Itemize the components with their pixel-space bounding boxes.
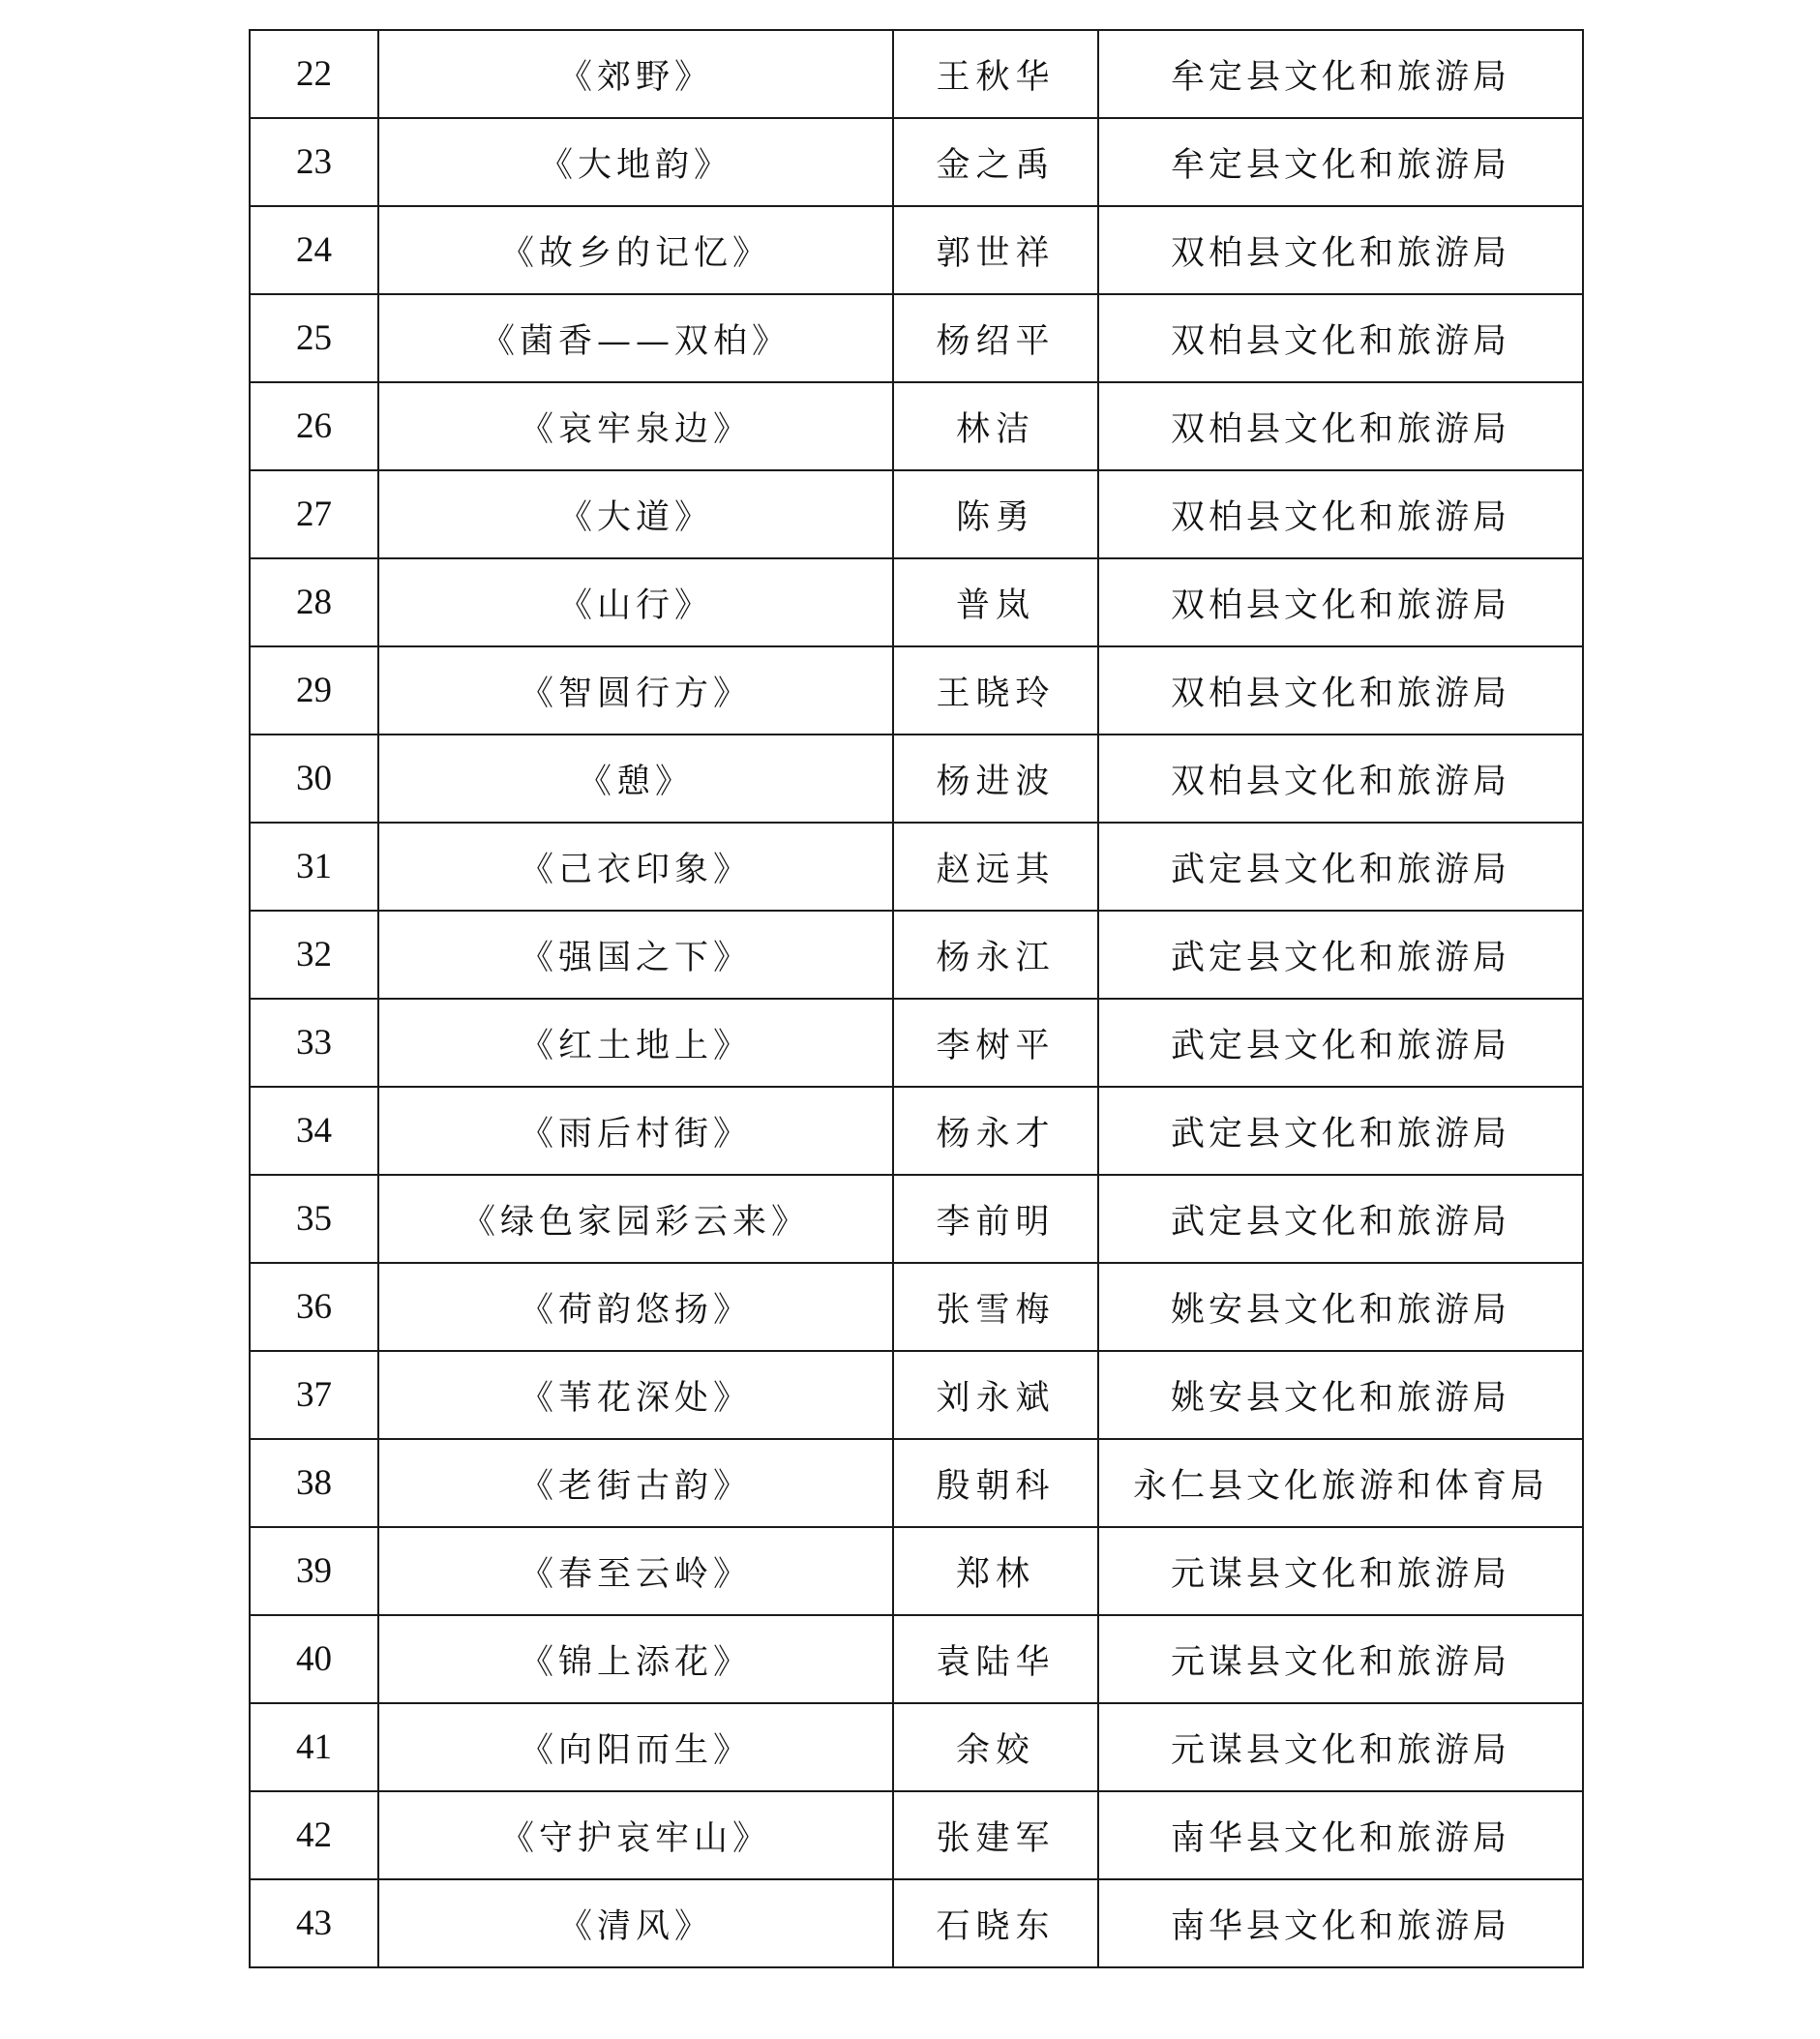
submitting-unit: 南华县文化和旅游局 [1098, 1791, 1583, 1879]
author-name: 赵远其 [893, 823, 1098, 911]
table-row [250, 823, 1583, 911]
author-name: 张建军 [893, 1791, 1098, 1879]
author-name: 郑林 [893, 1527, 1098, 1615]
submitting-unit: 武定县文化和旅游局 [1098, 1087, 1583, 1175]
submitting-unit: 姚安县文化和旅游局 [1098, 1351, 1583, 1439]
table-row [250, 470, 1583, 558]
submitting-unit: 元谋县文化和旅游局 [1098, 1527, 1583, 1615]
row-number: 36 [250, 1263, 378, 1351]
row-number: 23 [250, 118, 378, 206]
table-row [250, 735, 1583, 823]
submitting-unit: 南华县文化和旅游局 [1098, 1879, 1583, 1967]
row-number: 27 [250, 470, 378, 558]
author-name: 殷朝科 [893, 1439, 1098, 1527]
row-number: 30 [250, 735, 378, 823]
row-number: 39 [250, 1527, 378, 1615]
work-title: 《苇花深处》 [378, 1351, 893, 1439]
work-title: 《大地韵》 [378, 118, 893, 206]
author-name: 林洁 [893, 382, 1098, 470]
submitting-unit: 双柏县文化和旅游局 [1098, 646, 1583, 735]
work-title: 《荷韵悠扬》 [378, 1263, 893, 1351]
row-number: 34 [250, 1087, 378, 1175]
table-row [250, 1791, 1583, 1879]
author-name: 普岚 [893, 558, 1098, 646]
table-row [250, 646, 1583, 735]
row-number: 43 [250, 1879, 378, 1967]
row-number: 25 [250, 294, 378, 382]
author-name: 李树平 [893, 999, 1098, 1087]
submitting-unit: 牟定县文化和旅游局 [1098, 118, 1583, 206]
author-name: 王晓玲 [893, 646, 1098, 735]
submitting-unit: 双柏县文化和旅游局 [1098, 470, 1583, 558]
table-row [250, 1439, 1583, 1527]
author-name: 陈勇 [893, 470, 1098, 558]
row-number: 28 [250, 558, 378, 646]
submitting-unit: 武定县文化和旅游局 [1098, 1175, 1583, 1263]
table-row [250, 118, 1583, 206]
submitting-unit: 双柏县文化和旅游局 [1098, 382, 1583, 470]
table-row [250, 1615, 1583, 1703]
table-row [250, 1263, 1583, 1351]
submitting-unit: 双柏县文化和旅游局 [1098, 735, 1583, 823]
author-name: 李前明 [893, 1175, 1098, 1263]
row-number: 41 [250, 1703, 378, 1791]
submitting-unit: 牟定县文化和旅游局 [1098, 30, 1583, 118]
work-title: 《郊野》 [378, 30, 893, 118]
author-name: 王秋华 [893, 30, 1098, 118]
work-title: 《大道》 [378, 470, 893, 558]
author-name: 余姣 [893, 1703, 1098, 1791]
row-number: 40 [250, 1615, 378, 1703]
table-row [250, 382, 1583, 470]
author-name: 杨进波 [893, 735, 1098, 823]
submitting-unit: 永仁县文化旅游和体育局 [1098, 1439, 1583, 1527]
work-title: 《锦上添花》 [378, 1615, 893, 1703]
row-number: 22 [250, 30, 378, 118]
author-name: 杨永江 [893, 911, 1098, 999]
row-number: 42 [250, 1791, 378, 1879]
work-title: 《强国之下》 [378, 911, 893, 999]
author-name: 袁陆华 [893, 1615, 1098, 1703]
table-row [250, 1087, 1583, 1175]
work-title: 《菌香——双柏》 [378, 294, 893, 382]
row-number: 37 [250, 1351, 378, 1439]
table-row [250, 294, 1583, 382]
work-title: 《山行》 [378, 558, 893, 646]
submitting-unit: 元谋县文化和旅游局 [1098, 1703, 1583, 1791]
row-number: 29 [250, 646, 378, 735]
row-number: 38 [250, 1439, 378, 1527]
submitting-unit: 武定县文化和旅游局 [1098, 911, 1583, 999]
submitting-unit: 双柏县文化和旅游局 [1098, 294, 1583, 382]
awards-table [249, 29, 1584, 1968]
row-number: 32 [250, 911, 378, 999]
table-row [250, 1175, 1583, 1263]
work-title: 《智圆行方》 [378, 646, 893, 735]
work-title: 《雨后村街》 [378, 1087, 893, 1175]
work-title: 《憩》 [378, 735, 893, 823]
author-name: 郭世祥 [893, 206, 1098, 294]
submitting-unit: 武定县文化和旅游局 [1098, 999, 1583, 1087]
submitting-unit: 姚安县文化和旅游局 [1098, 1263, 1583, 1351]
table-row [250, 30, 1583, 118]
table-row [250, 1351, 1583, 1439]
row-number: 35 [250, 1175, 378, 1263]
author-name: 金之禹 [893, 118, 1098, 206]
table-body [250, 30, 1583, 1967]
table-row [250, 1527, 1583, 1615]
work-title: 《红土地上》 [378, 999, 893, 1087]
table-row [250, 206, 1583, 294]
author-name: 刘永斌 [893, 1351, 1098, 1439]
work-title: 《向阳而生》 [378, 1703, 893, 1791]
author-name: 石晓东 [893, 1879, 1098, 1967]
row-number: 26 [250, 382, 378, 470]
work-title: 《守护哀牢山》 [378, 1791, 893, 1879]
work-title: 《故乡的记忆》 [378, 206, 893, 294]
work-title: 《哀牢泉边》 [378, 382, 893, 470]
table-row [250, 1879, 1583, 1967]
row-number: 33 [250, 999, 378, 1087]
author-name: 杨绍平 [893, 294, 1098, 382]
work-title: 《春至云岭》 [378, 1527, 893, 1615]
row-number: 24 [250, 206, 378, 294]
submitting-unit: 元谋县文化和旅游局 [1098, 1615, 1583, 1703]
table-row [250, 911, 1583, 999]
submitting-unit: 双柏县文化和旅游局 [1098, 558, 1583, 646]
submitting-unit: 武定县文化和旅游局 [1098, 823, 1583, 911]
table-row [250, 999, 1583, 1087]
work-title: 《老街古韵》 [378, 1439, 893, 1527]
author-name: 杨永才 [893, 1087, 1098, 1175]
work-title: 《绿色家园彩云来》 [378, 1175, 893, 1263]
row-number: 31 [250, 823, 378, 911]
submitting-unit: 双柏县文化和旅游局 [1098, 206, 1583, 294]
work-title: 《己衣印象》 [378, 823, 893, 911]
table-row [250, 1703, 1583, 1791]
author-name: 张雪梅 [893, 1263, 1098, 1351]
table-row [250, 558, 1583, 646]
work-title: 《清风》 [378, 1879, 893, 1967]
